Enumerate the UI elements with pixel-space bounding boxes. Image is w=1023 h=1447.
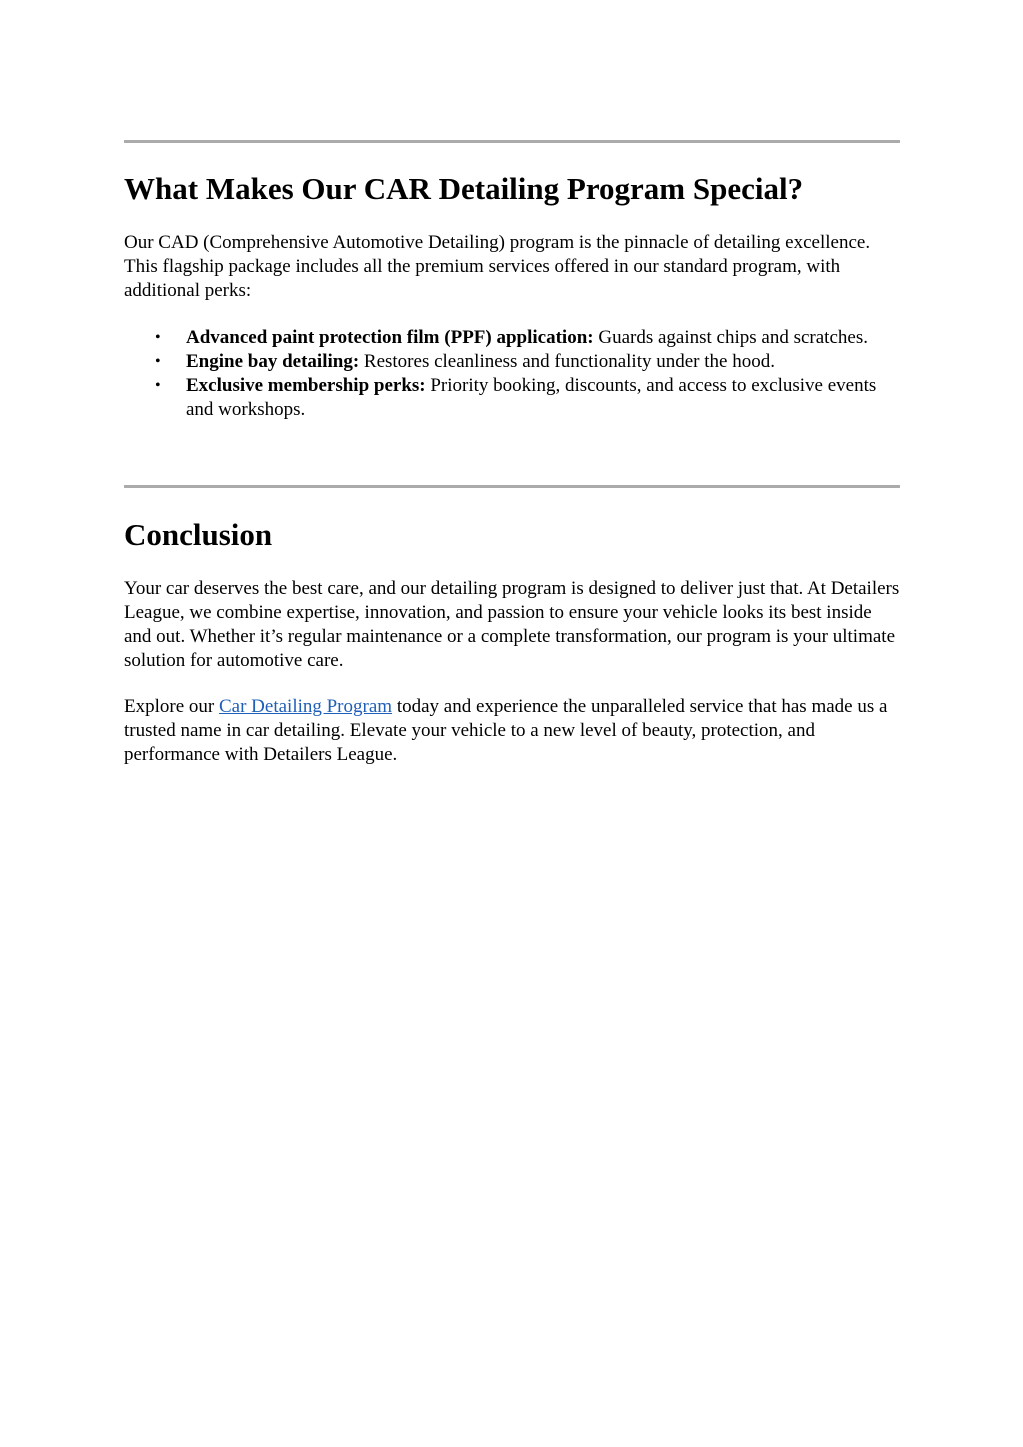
intro-paragraph: Our CAD (Comprehensive Automotive Detailing) program is the pinnacle of detailing excellence. This flagship package includes all the premium services offered in our standard program, with additional perks: (124, 232, 871, 301)
horizontal-rule-top (124, 140, 900, 143)
list-item-title: Exclusive membership perks: (186, 375, 426, 396)
list-item-text: Restores cleanliness and functionality under the hood. (359, 351, 775, 372)
explore-text-after: today and experience the unparalleled service that has made us a trusted name in car detailing. Elevate your vehicle to a new level of beauty, protection, and performance with Detailers League. (124, 696, 888, 765)
horizontal-rule-middle (124, 485, 900, 488)
bullet-icon: • (155, 377, 161, 394)
section-heading-conclusion: Conclusion (124, 517, 273, 552)
perks-list (124, 326, 900, 422)
list-item-title: Advanced paint protection film (PPF) application: (186, 327, 594, 348)
explore-text-before: Explore our (124, 696, 219, 717)
section-heading-special: What Makes Our CAR Detailing Program Special? (124, 171, 804, 206)
list-item (124, 374, 900, 422)
car-detailing-program-link[interactable]: Car Detailing Program (218, 696, 393, 717)
list-item-text: Guards against chips and scratches. (593, 327, 868, 348)
bullet-icon: • (155, 329, 161, 346)
list-item-title: Engine bay detailing: (186, 351, 360, 372)
list-item-text: Priority booking, discounts, and access to exclusive events and workshops. (186, 375, 877, 420)
conclusion-paragraph: Your car deserves the best care, and our detailing program is designed to deliver just that. At Detailers League, we combine expertise, innovation, and passion to ensure your vehicle looks its best inside and out. Whether it’s regular maintenance or a complete transformation, our program is your ultimate solution for automotive care. (124, 578, 900, 671)
explore-paragraph (124, 695, 900, 767)
bullet-icon: • (155, 353, 161, 370)
list-item (124, 350, 900, 374)
list-item (124, 326, 900, 350)
